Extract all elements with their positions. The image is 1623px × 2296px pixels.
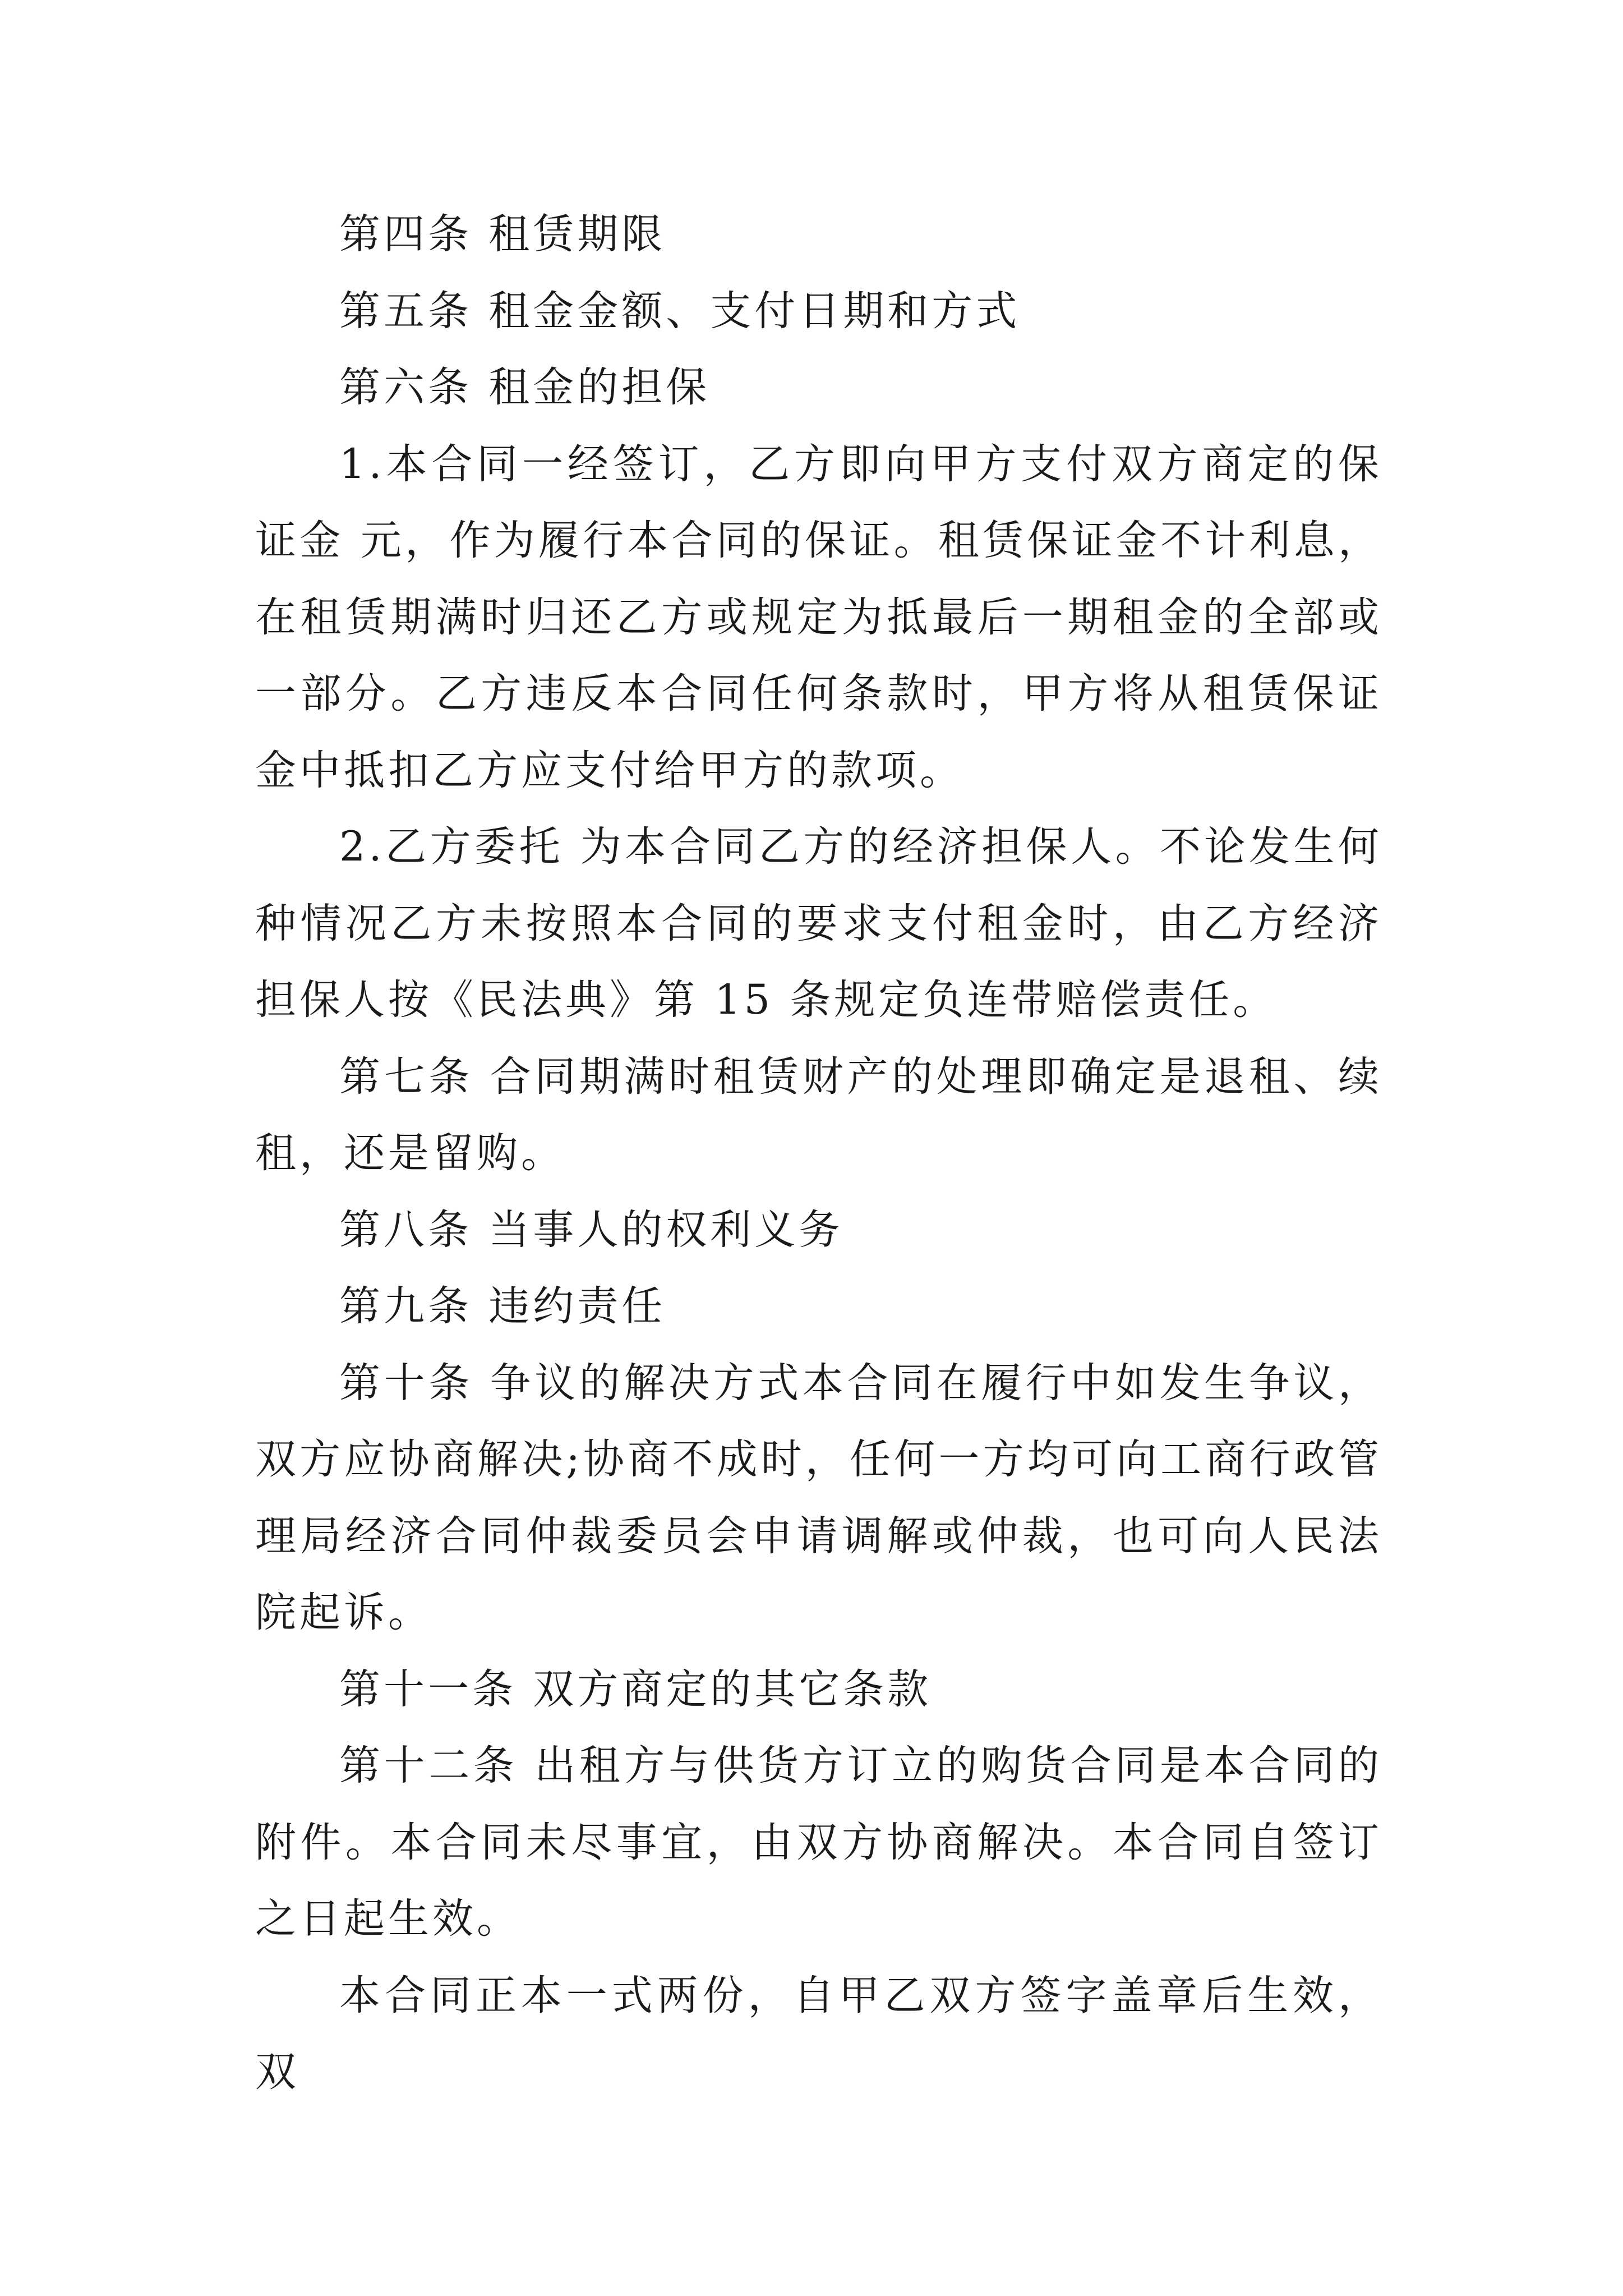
clause-8-heading: 第八条 当事人的权利义务	[339, 1205, 843, 1254]
document-body	[255, 196, 1382, 2111]
clause-6-heading: 第六条 租金的担保	[339, 364, 711, 411]
clause-7: 第七条 合同期满时租赁财产的处理即确定是退租、续租，还是留购。	[255, 1052, 1382, 1177]
clause-6-item-2: 2.乙方委托 为本合同乙方的经济担保人。不论发生何种情况乙方未按照本合同的要求支付租金时，由乙方经济担保人按《民法典》第 15 条规定负连带赔偿责任。	[255, 823, 1382, 1024]
clause-10: 第十条 争议的解决方式本合同在履行中如发生争议，双方应协商解决;协商不成时，任何一方均可向工商行政管理局经济合同仲裁委员会申请调解或仲裁，也可向人民法院起诉。	[255, 1359, 1382, 1636]
clause-9-heading: 第九条 违约责任	[339, 1282, 666, 1330]
clause-12: 第十二条 出租方与供货方订立的购货合同是本合同的附件。本合同未尽事宜，由双方协商解决。本合同自签订之日起生效。	[255, 1742, 1382, 1943]
closing-paragraph: 本合同正本一式两份，自甲乙双方签字盖章后生效，双	[255, 1971, 1382, 2096]
clause-4-heading: 第四条 租赁期限	[339, 210, 666, 258]
clause-6-item-1: 1.本合同一经签订，乙方即向甲方支付双方商定的保证金 元，作为履行本合同的保证。租赁保证金不计利息，在租赁期满时归还乙方或规定为抵最后一期租金的全部或一部分。乙方违反本合同任何条款时，甲方将从租赁保证金中抵扣乙方应支付给甲方的款项。	[255, 440, 1382, 794]
clause-5-heading: 第五条 租金金额、支付日期和方式	[339, 287, 1021, 335]
clause-11-heading: 第十一条 双方商定的其它条款	[339, 1665, 932, 1713]
